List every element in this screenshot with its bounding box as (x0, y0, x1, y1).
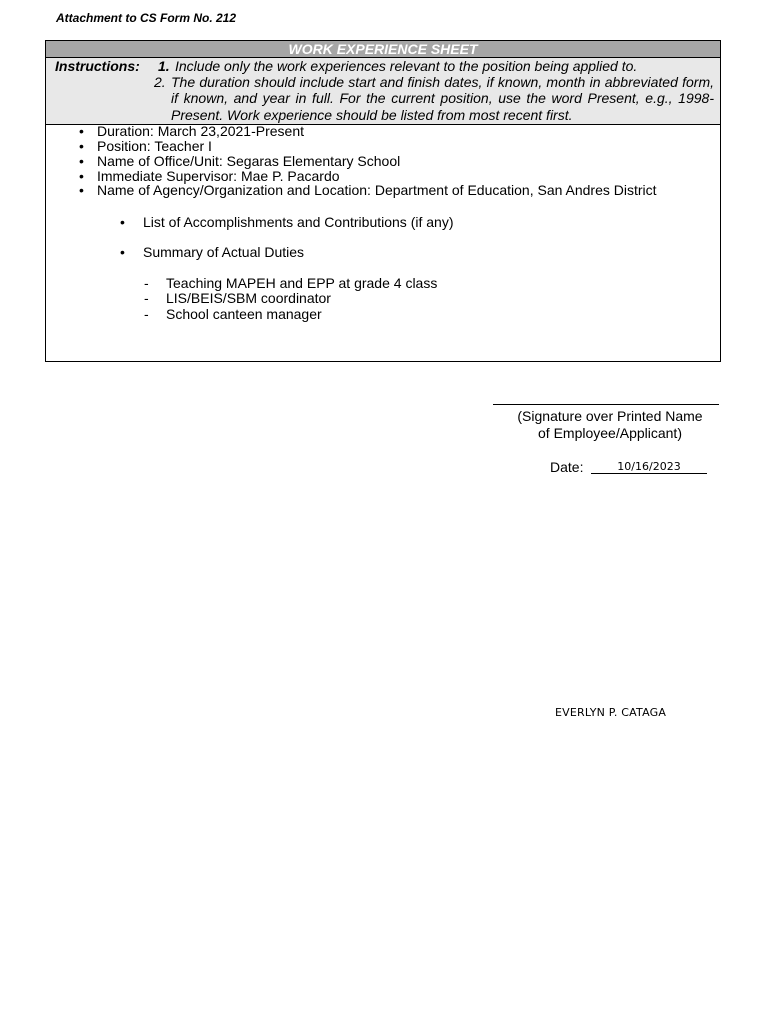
office-item: • Name of Office/Unit: Segaras Elementary School (97, 153, 400, 169)
accomplishments-item: • List of Accomplishments and Contributions (if any) (143, 214, 453, 230)
attachment-label: Attachment to CS Form No. 212 (56, 11, 237, 25)
duty-item: - Teaching MAPEH and EPP at grade 4 class (166, 275, 437, 291)
instruction-1-text: Include only the work experiences relevant to the position being applied to. (175, 58, 638, 74)
agency-item: • Name of Agency/Organization and Location: Department of Education, San Andres District (97, 183, 714, 198)
signature-caption-line1: (Signature over Printed Name (517, 408, 703, 424)
date-line (591, 473, 707, 474)
signature-line (493, 404, 719, 405)
signature-caption (495, 408, 725, 441)
sheet-title: WORK EXPERIENCE SHEET (46, 41, 720, 58)
position-item: • Position: Teacher I (97, 138, 212, 154)
signature-caption-line2: of Employee/Applicant) (538, 424, 682, 441)
date-value: 10/16/2023 (617, 460, 681, 473)
instruction-2-number: 2. (154, 74, 166, 90)
supervisor-item: • Immediate Supervisor: Mae P. Pacardo (97, 168, 340, 184)
instruction-1-number: 1. (158, 58, 170, 74)
duties-item: • Summary of Actual Duties (143, 244, 304, 260)
instructions-label: Instructions: (55, 58, 140, 74)
duty-item: - School canteen manager (166, 306, 322, 322)
duty-item: - LIS/BEIS/SBM coordinator (166, 290, 331, 306)
printed-name: EVERLYN P. CATAGA (555, 706, 667, 719)
work-experience-sheet (45, 40, 721, 362)
date-label: Date: (550, 459, 584, 475)
duration-item: • Duration: March 23,2021-Present (97, 123, 304, 139)
instructions-section (46, 58, 720, 125)
instruction-2-text: The duration should include start and finish dates, if known, month in abbreviated form, if known, and year in full. For the current position, use the word Present, e.g., 1998-Present. Work experience should be listed from most recent first. (171, 74, 714, 123)
